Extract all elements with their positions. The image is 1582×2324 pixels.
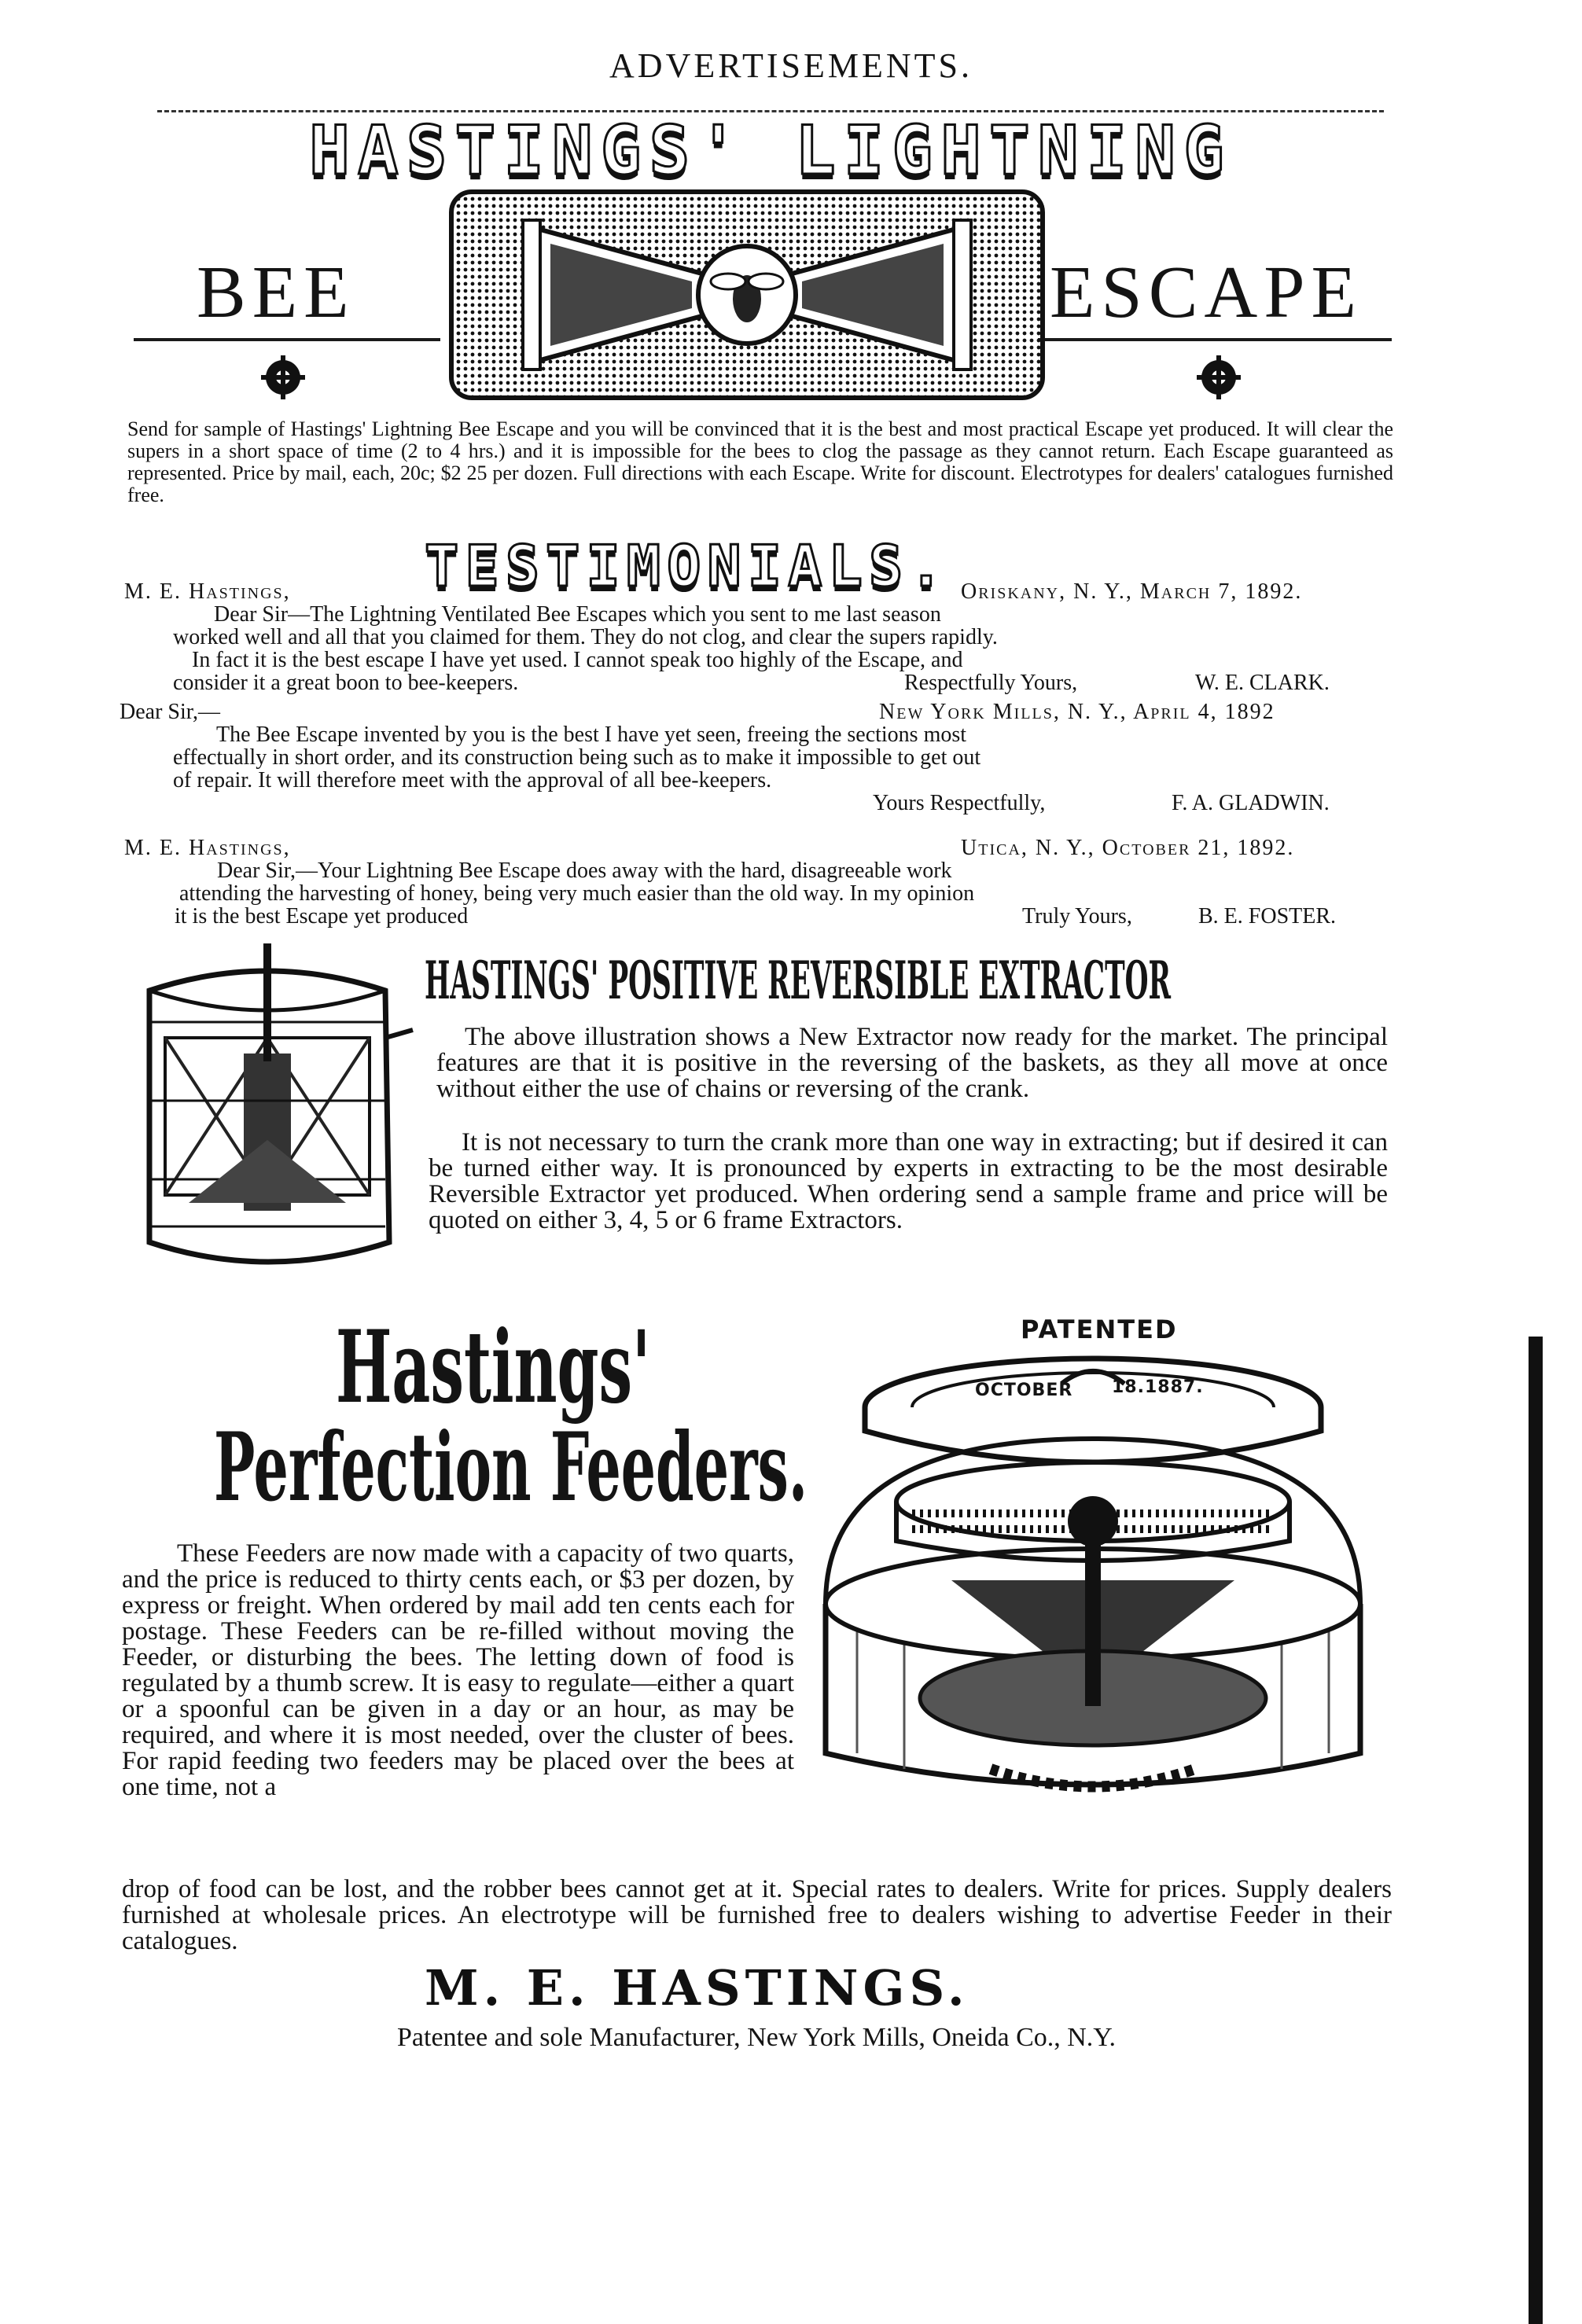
page-edge-bar: [1529, 1337, 1543, 2324]
testimonials-title: TESTIMONIALS.: [425, 533, 950, 599]
t3-place-date: Utica, N. Y., October 21, 1892.: [961, 836, 1295, 860]
page-header: ADVERTISEMENTS.: [609, 46, 973, 85]
extractor-illustration: [118, 943, 417, 1289]
extractor-title: HASTINGS' POSITIVE REVERSIBLE EXTRACTOR: [425, 950, 1172, 1011]
lid-date-right: 18.1887.: [1112, 1377, 1204, 1397]
footer-name: M. E. HASTINGS.: [425, 1959, 969, 2017]
feeder-illustration: [794, 1344, 1392, 1832]
t2-line-3: of repair. It will therefore meet with the approval of all bee-keepers.: [173, 768, 772, 792]
bee-escape-illustration: [448, 189, 1046, 401]
footer-address: Patentee and sole Manufacturer, New York Mills, Oneida Co., N.Y.: [397, 2023, 1116, 2052]
t2-closing: Yours Respectfully,: [873, 791, 1046, 815]
patented-label: PATENTED: [1021, 1315, 1178, 1344]
feeders-body-left: These Feeders are now made with a capacity of two quarts, and the price is reduced to thirty cents each, or $3 per dozen, by express or freight. When ordered by mail add ten cents each for postage. These Feeders can be re-filled without moving the Feeder, or disturbing the bees. The letting down of food is regulated by a thumb screw. It is easy to regulate—either a quart or a spoonful can be given in a day or an hour, as may be required, and where it is most needed, over the cluster of bees. For rapid feeding two feeders may be placed over the bees at one time, not a: [122, 1539, 794, 1801]
bee-underline: [134, 338, 440, 341]
t3-signer: B. E. FOSTER.: [1198, 904, 1337, 928]
feeders-body-full: drop of food can be lost, and the robber bees cannot get at it. Special rates to dealers. Write for prices. Supply dealers furnished at wholesale prices. An electrotype will be furnished free to dealers wishing to advertise Feeder in their catalogues.: [122, 1875, 1392, 1955]
ornament-left-icon: [259, 354, 307, 401]
ad1-body: Send for sample of Hastings' Lightning Bee Escape and you will be convinced that it is the best and most practical Escape yet produced. It will clear the supers in a short space of time (2 to 4 hrs.) and it is impossible for the bees to clog the passage as they cannot return. Each Escape guaranteed as represented. Price by mail, each, 20c; $2 25 per dozen. Full directions with each Escape. Write for discount. Electrotypes for dealers' catalogues furnished free.: [127, 417, 1393, 506]
t2-place-date: New York Mills, N. Y., April 4, 1892: [879, 700, 1275, 724]
t1-signer: W. E. CLARK.: [1195, 671, 1330, 695]
t2-signer: F. A. GLADWIN.: [1172, 791, 1330, 815]
t3-addressee: M. E. Hastings,: [124, 836, 291, 860]
t1-closing: Respectfully Yours,: [904, 671, 1078, 695]
escape-word: ESCAPE: [1050, 252, 1363, 333]
lid-date-left: OCTOBER: [975, 1381, 1073, 1400]
t2-line-2: effectually in short order, and its construction being such as to make it impossible to get out: [173, 745, 981, 770]
extractor-para-1: The above illustration shows a New Extractor now ready for the market. The principal features are that it is positive in the reversing of the baskets, as they all move at once without either the use of chains or reversing of the crank.: [436, 1023, 1388, 1103]
ornament-right-icon: [1195, 354, 1242, 401]
bee-word: BEE: [197, 252, 355, 333]
t3-line-1: Dear Sir,—Your Lightning Bee Escape does away with the hard, disagreeable work: [217, 859, 952, 883]
t2-salutation: Dear Sir,—: [120, 700, 220, 724]
t1-addressee: M. E. Hastings,: [124, 579, 291, 604]
feeders-title-line-1: Hastings': [336, 1309, 651, 1425]
t3-closing: Truly Yours,: [1022, 904, 1132, 928]
t2-line-1: The Bee Escape invented by you is the best I have yet seen, freeing the sections most: [216, 723, 967, 747]
t1-line-4: consider it a great boon to bee-keepers.: [173, 671, 519, 695]
t1-line-1: Dear Sir—The Lightning Ventilated Bee Escapes which you sent to me last season: [214, 602, 941, 627]
feeders-title-line-2: Perfection Feeders.: [214, 1412, 808, 1523]
extractor-para-2: It is not necessary to turn the crank more than one way in extracting; but if desired it can be turned either way. It is pronounced by experts in extracting to be the most desirable Reversible Extractor yet produced. When ordering send a sample frame and price will be quoted on either 3, 4, 5 or 6 frame Extractors.: [429, 1128, 1388, 1234]
escape-underline: [1038, 338, 1392, 341]
t3-line-3: it is the best Escape yet produced: [175, 904, 469, 928]
t1-line-3: In fact it is the best escape I have yet used. I cannot speak too highly of the Escape, and: [192, 648, 963, 672]
t1-place-date: Oriskany, N. Y., March 7, 1892.: [961, 579, 1303, 604]
t1-line-2: worked well and all that you claimed for them. They do not clog, and clear the supers rapidly.: [173, 625, 998, 649]
t3-line-2: attending the harvesting of honey, being very much easier than the old way. In my opinion: [179, 881, 975, 906]
ad1-title: HASTINGS' LIGHTNING: [309, 112, 1232, 190]
